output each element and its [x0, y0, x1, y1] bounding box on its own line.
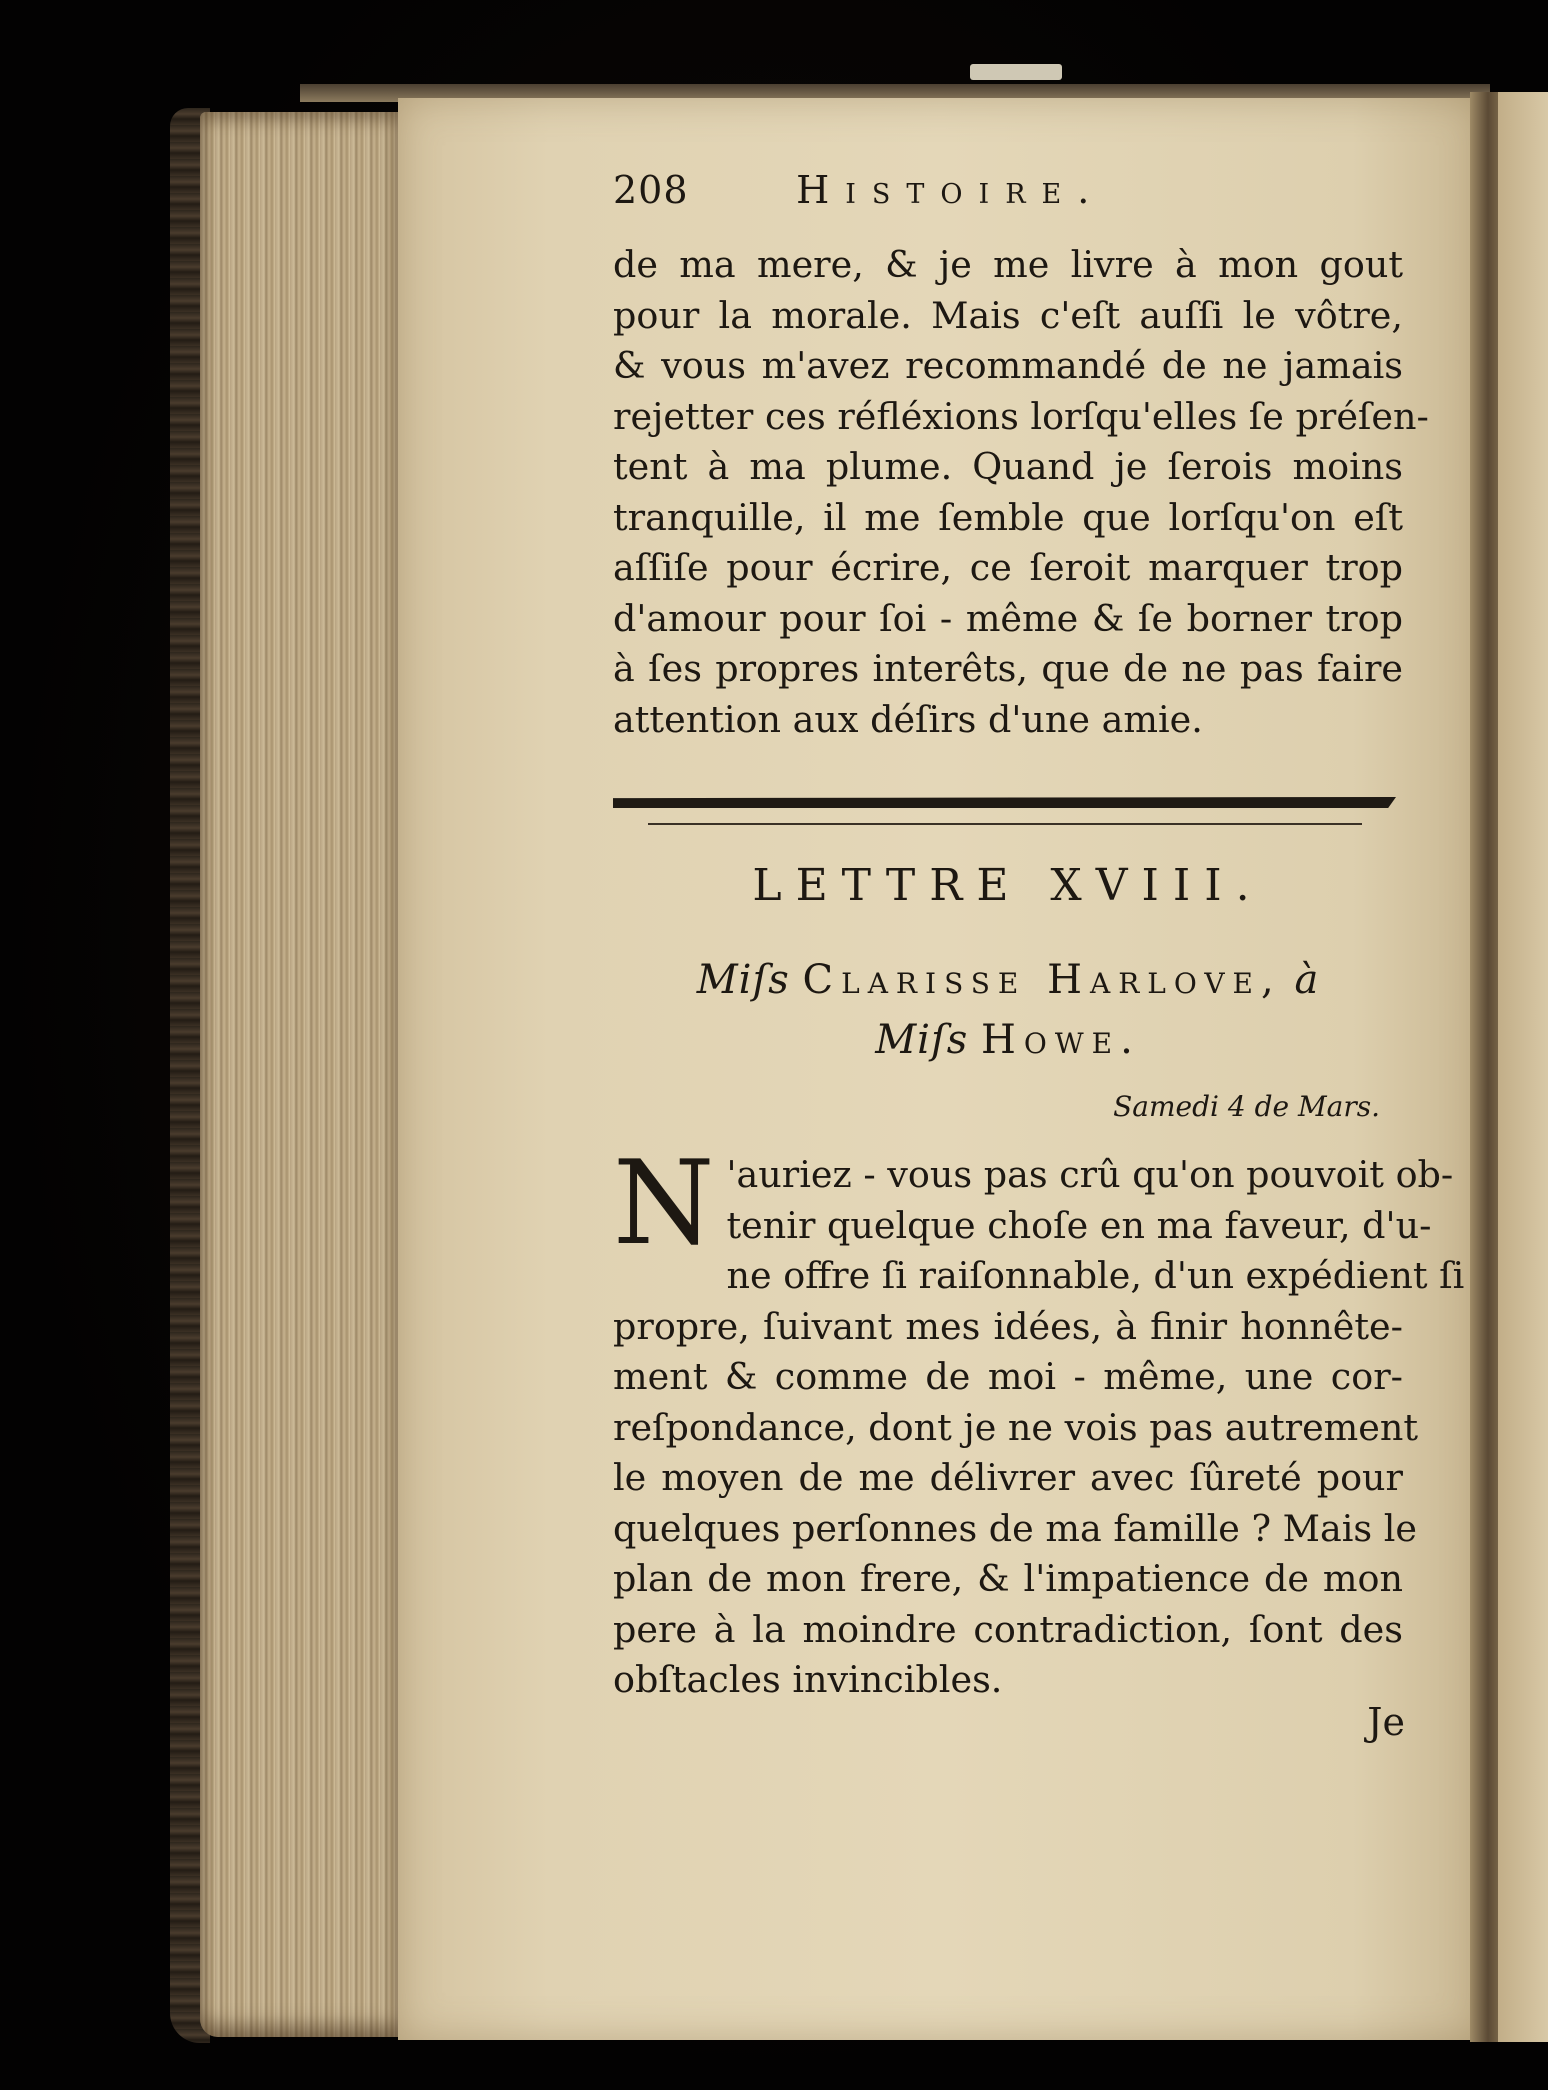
- text-line: à ſes propres interêts, que de ne pas faire: [613, 647, 1403, 690]
- text-line: ne offre ſi raiſonnable, d'un expédient ſi: [726, 1254, 1465, 1297]
- catchword: Je: [1367, 1700, 1405, 1744]
- text-line: tent à ma plume. Quand je ſerois moins: [613, 445, 1403, 488]
- text-line: 'auriez - vous pas crû qu'on pouvoit ob-: [726, 1153, 1454, 1196]
- text-line: le moyen de me délivrer avec ſûreté pour: [613, 1456, 1403, 1499]
- letter-body: [613, 1136, 1465, 1706]
- text-line: reſpondance, dont je ne vois pas autrement: [613, 1405, 1419, 1449]
- text-line: quelques perſonnes de ma famille ? Mais le: [613, 1506, 1418, 1550]
- book-gutter: [1470, 92, 1500, 2042]
- text-line: tenir quelque choſe en ma faveur, d'u-: [726, 1203, 1432, 1247]
- text-line: pour la morale. Mais c'eſt auſſi le vôtre,: [613, 293, 1403, 337]
- text-line: aſſiſe pour écrire, ce ſeroit marquer trop: [613, 546, 1403, 589]
- text-line: obſtacles invincibles.: [613, 1658, 1003, 1701]
- addressee-recipient: Howe.: [981, 1017, 1141, 1063]
- thin-rule: [648, 823, 1362, 825]
- paragraph-continued: [613, 240, 1429, 745]
- addressee-to: à: [1294, 957, 1320, 1003]
- text-line: plan de mon frere, & l'impatience de mon: [613, 1557, 1403, 1600]
- book-clasp: [970, 64, 1062, 80]
- text-line: rejetter ces réfléxions lorſqu'elles ſe préſen-: [613, 394, 1429, 438]
- page-edges: [200, 112, 400, 2037]
- letter-title: LETTRE XVIII.: [752, 860, 1264, 911]
- text-line: tranquille, il me ſemble que lorſqu'on eſt: [613, 495, 1403, 539]
- addressee-sender: Clarisse Harlove,: [802, 957, 1282, 1003]
- ornamental-rule: [613, 797, 1396, 808]
- facing-page: [1498, 92, 1548, 2042]
- letter-addressee: [613, 950, 1403, 1070]
- text-line: ment & comme de moi - même, une cor-: [613, 1355, 1403, 1398]
- drop-cap: N: [613, 1136, 715, 1271]
- letter-date: Samedi 4 de Mars.: [1113, 1090, 1380, 1123]
- addressee-miss-2: Miſs: [875, 1017, 969, 1063]
- running-header: [613, 168, 1253, 212]
- text-line: pere à la moindre contradiction, ſont des: [613, 1607, 1403, 1651]
- text-line: d'amour pour ſoi - même & ſe borner trop: [613, 596, 1403, 640]
- text-line: propre, ſuivant mes idées, à finir honnête-: [613, 1304, 1403, 1348]
- running-head-title: Histoire.: [796, 168, 1106, 212]
- addressee-miss-1: Miſs: [696, 957, 790, 1003]
- page-number: 208: [613, 168, 689, 212]
- text-line: de ma mere, & je me livre à mon gout: [613, 243, 1403, 286]
- text-line: attention aux déſirs d'une amie.: [613, 697, 1203, 741]
- text-line: & vous m'avez recommandé de ne jamais: [613, 344, 1403, 387]
